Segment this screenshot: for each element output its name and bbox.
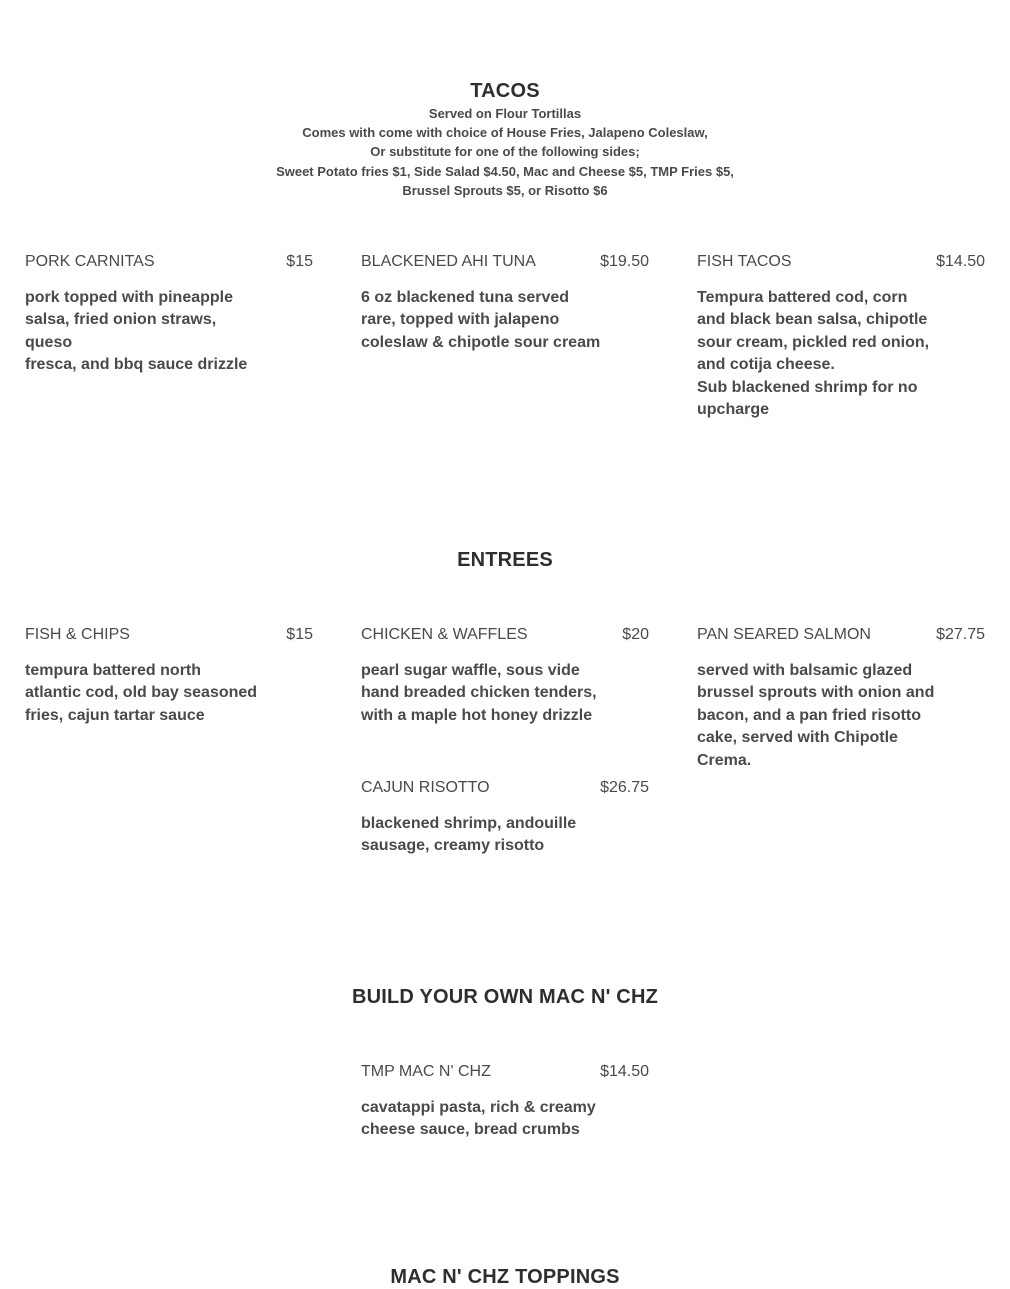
description-line: blackened shrimp, andouille [361,815,577,832]
item-description [361,660,601,727]
item-description [25,287,265,377]
tacos-subtitle-line: Comes with come with choice of House Fries, Jalapeno Coleslaw, [302,125,708,141]
item-name: PAN SEARED SALMON [697,626,871,643]
tacos-subtitle-line: Sweet Potato fries $1, Side Salad $4.50, Mac and Cheese $5, TMP Fries $5, [276,163,734,179]
item-price: $20 [622,626,649,643]
description-line: pearl sugar waffle, sous vide [361,662,580,679]
menu-item-fish-and-chips [25,626,313,727]
description-line: fries, cajun tartar sauce [25,706,205,724]
description-line: sausage, creamy risotto [361,837,545,855]
description-line: upcharge [697,401,770,419]
description-line: and cotija cheese. [697,356,835,374]
item-name: CHICKEN & WAFFLES [361,626,528,643]
item-name: FISH TACOS [697,253,792,270]
description-line: cheese sauce, bread crumbs [361,1121,580,1139]
item-price: $15 [286,253,313,270]
description-line: 6 oz blackened tuna served [361,289,570,306]
menu-item-pork-carnitas [25,253,313,377]
description-line: Sub blackened shrimp for no [697,378,918,396]
item-description [697,660,937,772]
description-line: served with balsamic glazed [697,662,913,679]
item-name: FISH & CHIPS [25,626,130,643]
menu-item-chicken-and-waffles [361,626,649,727]
description-line: Tempura battered cod, corn [697,289,908,306]
item-name: TMP MAC N' CHZ [361,1063,491,1080]
item-price: $19.50 [600,253,649,270]
item-price: $26.75 [600,779,649,796]
item-price: $14.50 [600,1063,649,1080]
description-line: cavatappi pasta, rich & creamy [361,1099,596,1116]
description-line: with a maple hot honey drizzle [361,706,593,724]
description-line: bacon, and a pan fried risotto [697,706,922,724]
menu-item-pan-seared-salmon [697,626,985,772]
description-line: atlantic cod, old bay seasoned [25,684,258,702]
description-line: and black bean salsa, chipotle [697,311,928,329]
item-description [25,660,265,727]
description-line: Crema. [697,751,752,769]
menu-item-blackened-ahi-tuna [361,253,649,354]
item-price: $14.50 [936,253,985,270]
description-line: brussel sprouts with onion and [697,684,935,702]
description-line: salsa, fried onion straws, queso [25,311,217,351]
description-line: rare, topped with jalapeno [361,311,560,329]
tacos-title: TACOS [470,80,540,102]
description-line: tempura battered north [25,662,202,679]
menu-item-cajun-risotto [361,779,649,858]
toppings-title: MAC N' CHZ TOPPINGS [390,1266,620,1288]
item-price: $15 [286,626,313,643]
item-name: PORK CARNITAS [25,253,155,270]
item-name: CAJUN RISOTTO [361,779,490,796]
entrees-title: ENTREES [457,549,553,571]
tacos-subtitle [0,104,1010,200]
item-description [697,287,937,421]
description-line: pork topped with pineapple [25,289,233,306]
description-line: hand breaded chicken tenders, [361,684,597,702]
description-line: sour cream, pickled red onion, [697,333,930,351]
menu-item-tmp-mac-n-chz [361,1063,649,1142]
menu-item-fish-tacos [697,253,985,421]
tacos-subtitle-line: Served on Flour Tortillas [428,106,582,121]
item-description [361,1097,601,1142]
mac-title: BUILD YOUR OWN MAC N' CHZ [351,986,659,1008]
item-description [361,287,601,354]
description-line: coleslaw & chipotle sour cream [361,333,601,351]
item-name: BLACKENED AHI TUNA [361,253,536,270]
tacos-subtitle-line: Or substitute for one of the following sides; [370,144,640,160]
description-line: cake, served with Chipotle [697,729,898,747]
description-line: fresca, and bbq sauce drizzle [25,356,248,374]
item-description [361,813,601,858]
item-price: $27.75 [936,626,985,643]
tacos-subtitle-line: Brussel Sprouts $5, or Risotto $6 [402,182,608,198]
